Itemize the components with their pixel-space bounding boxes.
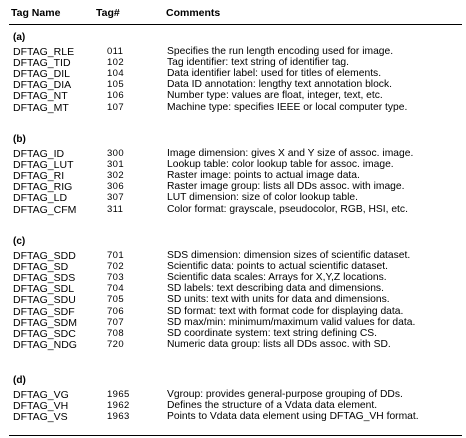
tag-number-cell: 011 xyxy=(107,46,124,57)
tag-number-cell: 311 xyxy=(107,203,124,215)
tag-number-cell: 702 xyxy=(107,261,125,273)
tag-number-cell: 301 xyxy=(107,159,125,171)
tag-name-cell: DFTAG_CFM xyxy=(13,203,77,216)
bottom-rule xyxy=(9,435,462,436)
tag-name-cell: DFTAG_LD xyxy=(13,192,68,205)
comment-cell: Color format: grayscale, pseudocolor, RGB, HSI, etc. xyxy=(167,203,408,215)
table-row xyxy=(0,411,466,423)
tag-number-cell: 106 xyxy=(107,90,125,102)
header-tag-name: Tag Name xyxy=(11,7,61,19)
comment-cell: SD format: text with format code for displaying data. xyxy=(167,305,404,317)
tag-number-cell: 720 xyxy=(107,338,125,350)
comment-cell: Numeric data group: lists all DDs assoc. with SD. xyxy=(167,338,391,350)
tag-name-cell: DFTAG_RIG xyxy=(13,181,73,194)
comment-cell: SD coordinate system: text string defining CS. xyxy=(167,327,378,339)
tag-number-cell: 1962 xyxy=(107,400,130,412)
tag-name-cell: DFTAG_SDS xyxy=(13,272,76,285)
comment-cell: Defines the structure of a Vdata data element. xyxy=(167,400,378,412)
tag-name-cell: DFTAG_SD xyxy=(13,261,69,274)
table-row xyxy=(0,339,466,351)
tag-name-cell: DFTAG_ID xyxy=(13,148,65,160)
tag-name-cell: DFTAG_NDG xyxy=(13,338,77,351)
comment-cell: Lookup table: color lookup table for assoc. image. xyxy=(167,159,394,171)
section-label: (b) xyxy=(13,134,26,145)
table-header xyxy=(0,7,466,21)
comment-cell: Specifies the run length encoding used for image. xyxy=(167,46,394,57)
comment-cell: Machine type: specifies IEEE or local computer type. xyxy=(167,101,408,113)
tag-name-cell: DFTAG_LUT xyxy=(13,159,74,172)
section-label: (d) xyxy=(13,375,26,386)
comment-cell: Raster image group: lists all DDs assoc. with image. xyxy=(167,181,405,193)
comment-cell: Vgroup: provides general-purpose grouping of DDs. xyxy=(167,389,403,400)
comment-cell: SDS dimension: dimension sizes of scientific dataset. xyxy=(167,250,411,261)
tag-name-cell: DFTAG_RLE xyxy=(13,46,75,58)
tag-name-cell: DFTAG_TID xyxy=(13,57,71,70)
section-label: (a) xyxy=(13,32,26,43)
tag-number-cell: 703 xyxy=(107,272,125,284)
tag-name-cell: DFTAG_SDL xyxy=(13,283,75,296)
comment-cell: Data ID annotation: lengthy text annotation block. xyxy=(167,79,392,91)
comment-cell: SD labels: text describing data and dimensions. xyxy=(167,283,384,295)
comment-cell: Scientific data scales: Arrays for X,Y,Z locations. xyxy=(167,272,387,284)
comment-cell: Tag identifier: text string of identifier tag. xyxy=(167,57,350,69)
tag-name-cell: DFTAG_SDD xyxy=(13,250,76,262)
table-row xyxy=(0,204,466,216)
header-tag-number: Tag# xyxy=(96,7,120,19)
tag-number-cell: 307 xyxy=(107,192,125,204)
tag-number-cell: 302 xyxy=(107,170,125,182)
tag-number-cell: 107 xyxy=(107,101,125,113)
comment-cell: Scientific data: points to actual scientific dataset. xyxy=(167,261,388,273)
header-rule xyxy=(9,24,462,25)
tag-number-cell: 104 xyxy=(107,68,125,80)
comment-cell: Image dimension: gives X and Y size of assoc. image. xyxy=(167,148,414,159)
comment-cell: Data identifier label: used for titles of elements. xyxy=(167,68,382,80)
tag-number-cell: 306 xyxy=(107,181,125,193)
tag-name-cell: DFTAG_SDM xyxy=(13,316,77,329)
tag-number-cell: 102 xyxy=(107,57,125,69)
tag-number-cell: 705 xyxy=(107,294,125,306)
tag-number-cell: 708 xyxy=(107,327,125,339)
tag-name-cell: DFTAG_VS xyxy=(13,411,68,424)
comment-cell: Number type: values are float, integer, text, etc. xyxy=(167,90,383,102)
tag-number-cell: 707 xyxy=(107,316,125,328)
tag-number-cell: 105 xyxy=(107,79,125,91)
tag-name-cell: DFTAG_VH xyxy=(13,400,69,413)
tag-name-cell: DFTAG_DIA xyxy=(13,79,72,92)
tag-name-cell: DFTAG_MT xyxy=(13,101,69,114)
comment-cell: Points to Vdata data element using DFTAG_VH format. xyxy=(167,411,419,423)
tag-name-cell: DFTAG_NT xyxy=(13,90,68,103)
tag-number-cell: 706 xyxy=(107,305,125,317)
header-comments: Comments xyxy=(166,7,221,19)
comment-cell: SD units: text with units for data and dimensions. xyxy=(167,294,390,306)
tag-name-cell: DFTAG_DIL xyxy=(13,68,70,81)
tag-name-cell: DFTAG_VG xyxy=(13,389,69,401)
section-label: (c) xyxy=(13,236,26,247)
tag-name-cell: DFTAG_SDF xyxy=(13,305,75,318)
tag-number-cell: 704 xyxy=(107,283,125,295)
comment-cell: SD max/min: minimum/maximum valid values for data. xyxy=(167,316,416,328)
tag-number-cell: 300 xyxy=(107,148,125,159)
tag-number-cell: 701 xyxy=(107,250,125,261)
tag-name-cell: DFTAG_SDU xyxy=(13,294,76,307)
tag-name-cell: DFTAG_RI xyxy=(13,170,65,183)
table-row xyxy=(0,102,466,114)
comment-cell: LUT dimension: size of color lookup table. xyxy=(167,192,358,204)
tag-number-cell: 1965 xyxy=(107,389,130,400)
comment-cell: Raster image: points to actual image data. xyxy=(167,170,360,182)
tag-name-cell: DFTAG_SDC xyxy=(13,327,76,340)
tag-number-cell: 1963 xyxy=(107,411,130,423)
